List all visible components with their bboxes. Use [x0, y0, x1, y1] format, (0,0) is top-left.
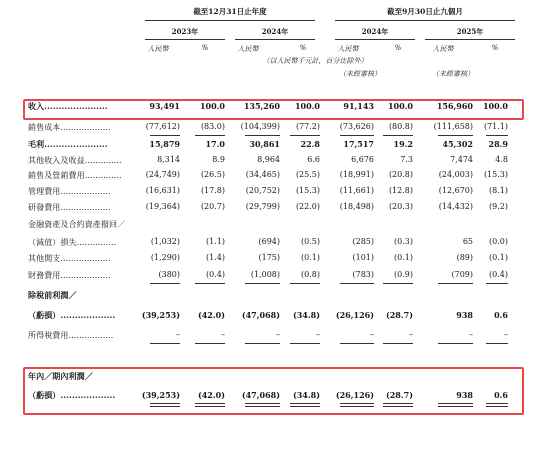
cell-rmb-2025: (89) — [456, 253, 473, 262]
subtotal-rule — [340, 135, 374, 136]
subtotal-rule — [486, 343, 508, 344]
cell-pct-2025: 0.6 — [494, 390, 508, 400]
cell-rmb-2025: (709) — [451, 270, 473, 279]
unit-rmb-2025: 人民幣 — [432, 45, 454, 53]
cell-pct-2024-fy: (0.5) — [301, 237, 320, 246]
row-label-text: 收入 — [28, 101, 45, 111]
cell-rmb-2024-fy: – — [276, 330, 280, 339]
cell-rmb-2025: 938 — [456, 310, 473, 320]
row-label-text: 研發費用 — [28, 203, 61, 212]
cell-rmb-2024-9m: 91,143 — [343, 101, 374, 111]
unit-note: （以人民幣千元計，百分比除外） — [262, 57, 368, 65]
cell-rmb-2024-fy: 135,260 — [243, 101, 280, 111]
cell-pct-2023: (83.0) — [200, 122, 225, 131]
unaudited-note-2024: （未經審核） — [339, 70, 381, 78]
row-label — [28, 170, 136, 181]
unit-pct-2023: % — [201, 44, 209, 52]
cell-rmb-2024-fy: (694) — [258, 237, 280, 246]
cell-rmb-2024-9m: (783) — [352, 270, 374, 279]
table-row — [0, 202, 541, 216]
cell-rmb-2023: (16,631) — [145, 186, 180, 195]
cell-pct-2025: (15.3) — [483, 170, 508, 179]
unit-pct-2025: % — [491, 44, 499, 52]
subtotal-rule — [486, 135, 508, 136]
subtotal-rule — [290, 135, 320, 136]
table-row — [0, 155, 541, 169]
cell-pct-2023: (20.7) — [200, 202, 225, 211]
row-label-leader: ................... — [60, 123, 111, 132]
cell-rmb-2023: – — [176, 330, 180, 339]
row-label — [28, 155, 136, 166]
row-label-text: （減值）損失 — [28, 238, 77, 247]
unit-rmb-2023: 人民幣 — [147, 45, 169, 53]
cell-rmb-2023: (39,253) — [141, 310, 180, 320]
unaudited-note-2025: （未經審核） — [432, 70, 474, 78]
cell-pct-2024-9m: – — [409, 330, 413, 339]
cell-pct-2025: 0.6 — [494, 310, 508, 320]
cell-rmb-2023: (1,290) — [150, 253, 180, 262]
cell-rmb-2024-fy: (47,068) — [241, 390, 280, 400]
cell-pct-2025: (0.1) — [489, 253, 508, 262]
subtotal-rule — [290, 283, 320, 284]
cell-rmb-2024-fy: (47,068) — [241, 310, 280, 320]
row-label-leader: ................... — [60, 254, 111, 263]
cell-rmb-2025: – — [469, 330, 473, 339]
cell-rmb-2024-fy: (1,008) — [250, 270, 280, 279]
period-header-nine-months: 截至9月30日止九個月 — [335, 6, 515, 21]
table-row — [0, 253, 541, 267]
row-label-text: 銷售及營銷費用 — [28, 171, 85, 180]
cell-pct-2024-9m: (0.3) — [394, 237, 413, 246]
row-label-leader: .............. — [84, 156, 122, 165]
row-label-text: 金融資產及合約資產撥回／ — [28, 220, 126, 229]
cell-rmb-2024-9m: (285) — [352, 237, 374, 246]
cell-pct-2023: (0.4) — [206, 270, 225, 279]
cell-pct-2024-fy: 6.6 — [307, 155, 320, 164]
row-label-leader: ................... — [60, 203, 111, 212]
cell-rmb-2024-9m: (26,126) — [335, 390, 374, 400]
cell-pct-2024-fy: (0.8) — [301, 270, 320, 279]
cell-rmb-2025: (24,003) — [438, 170, 473, 179]
subtotal-rule — [383, 135, 413, 136]
cell-pct-2024-9m: (0.9) — [394, 270, 413, 279]
row-label-text: 所得稅費用 — [28, 331, 69, 340]
profit-row-highlight — [23, 367, 524, 415]
table-row — [0, 170, 541, 184]
cell-pct-2025: 28.9 — [488, 139, 508, 149]
cell-pct-2025: (8.1) — [489, 186, 508, 195]
subtotal-rule — [245, 343, 280, 344]
cell-rmb-2024-9m: 6,676 — [351, 155, 374, 164]
cell-rmb-2023: (77,612) — [145, 122, 180, 131]
table-row — [0, 237, 541, 251]
row-label-text: 管理費用 — [28, 187, 61, 196]
row-label — [28, 219, 136, 230]
cell-pct-2023: (26.5) — [200, 170, 225, 179]
cell-rmb-2024-fy: (29,799) — [245, 202, 280, 211]
row-label-text: 除稅前利潤／ — [28, 290, 77, 300]
cell-rmb-2023: (380) — [158, 270, 180, 279]
cell-pct-2023: 100.0 — [199, 101, 225, 111]
unit-rmb-2024-fy: 人民幣 — [237, 45, 259, 53]
cell-rmb-2024-9m: (18,991) — [339, 170, 374, 179]
cell-pct-2023: (1.1) — [206, 237, 225, 246]
row-label — [28, 253, 136, 264]
subtotal-rule — [340, 343, 374, 344]
cell-pct-2024-9m: 7.3 — [400, 155, 413, 164]
year-header-2023: 2023年 — [145, 27, 225, 40]
row-label-text: 財務費用 — [28, 271, 61, 280]
cell-pct-2024-9m: (0.1) — [394, 253, 413, 262]
cell-rmb-2025: (12,670) — [438, 186, 473, 195]
cell-pct-2025: (0.0) — [489, 237, 508, 246]
subtotal-rule — [150, 135, 180, 136]
cell-rmb-2025: 65 — [462, 237, 473, 246]
cell-rmb-2025: 156,960 — [436, 101, 473, 111]
cell-pct-2024-9m: 19.2 — [393, 139, 413, 149]
cell-pct-2023: (1.4) — [206, 253, 225, 262]
cell-rmb-2024-9m: (11,661) — [339, 186, 374, 195]
subtotal-rule — [195, 283, 225, 284]
row-label-text: 年內／期內利潤／ — [28, 371, 93, 381]
row-label-text: 其他收入及收益 — [28, 156, 85, 165]
cell-rmb-2024-fy: 8,964 — [257, 155, 280, 164]
cell-rmb-2024-9m: (26,126) — [335, 310, 374, 320]
cell-rmb-2023: (19,364) — [145, 202, 180, 211]
cell-pct-2024-fy: (0.1) — [301, 253, 320, 262]
row-label — [28, 202, 136, 213]
table-row — [0, 270, 541, 284]
cell-pct-2024-fy: (34.8) — [292, 310, 320, 320]
subtotal-rule — [245, 283, 280, 284]
year-header-2024-9m: 2024年 — [335, 27, 415, 40]
row-label — [28, 290, 136, 301]
cell-pct-2023: 17.0 — [205, 139, 225, 149]
cell-pct-2024-fy: (25.5) — [295, 170, 320, 179]
cell-rmb-2023: (39,253) — [141, 390, 180, 400]
row-label-text: （虧損） — [28, 390, 61, 400]
cell-rmb-2023: (1,032) — [150, 237, 180, 246]
cell-rmb-2024-fy: 30,861 — [249, 139, 280, 149]
cell-pct-2024-fy: (22.0) — [295, 202, 320, 211]
subtotal-rule — [195, 135, 225, 136]
row-label-text: 銷售成本 — [28, 123, 61, 132]
subtotal-rule — [438, 283, 473, 284]
row-label — [28, 270, 136, 281]
subtotal-rule — [383, 283, 413, 284]
row-label-leader: ................... — [60, 390, 116, 400]
cell-rmb-2024-9m: 17,517 — [343, 139, 374, 149]
cell-rmb-2025: 938 — [456, 390, 473, 400]
row-label-leader: ................. — [68, 331, 114, 340]
cell-pct-2024-9m: (12.8) — [388, 186, 413, 195]
cell-pct-2025: (71.1) — [483, 122, 508, 131]
row-label — [28, 122, 136, 133]
period-header-fiscal-year: 截至12月31日止年度 — [145, 6, 315, 21]
cell-pct-2024-9m: 100.0 — [387, 101, 413, 111]
row-label — [28, 310, 136, 321]
cell-rmb-2023: 15,879 — [149, 139, 180, 149]
cell-rmb-2024-fy: (104,399) — [240, 122, 280, 131]
cell-pct-2024-9m: (28.7) — [385, 390, 413, 400]
row-label-text: （虧損） — [28, 310, 61, 320]
cell-rmb-2024-fy: (20,752) — [245, 186, 280, 195]
row-label-leader: ................... — [60, 187, 111, 196]
cell-pct-2024-fy: (77.2) — [295, 122, 320, 131]
cell-rmb-2024-fy: (34,465) — [245, 170, 280, 179]
cell-pct-2024-fy: (15.3) — [295, 186, 320, 195]
table-row — [0, 310, 541, 324]
revenue-row-highlight — [23, 99, 524, 120]
cell-rmb-2023: 93,491 — [149, 101, 180, 111]
table-row — [0, 186, 541, 200]
cell-pct-2025: (9.2) — [489, 202, 508, 211]
table-row — [0, 330, 541, 344]
cell-rmb-2024-9m: (73,626) — [339, 122, 374, 131]
cell-pct-2024-9m: (80.8) — [388, 122, 413, 131]
cell-rmb-2024-9m: (101) — [352, 253, 374, 262]
cell-pct-2023: (42.0) — [197, 310, 225, 320]
cell-pct-2025: – — [504, 330, 508, 339]
row-label — [28, 330, 136, 341]
subtotal-rule — [245, 135, 280, 136]
cell-pct-2023: (17.8) — [200, 186, 225, 195]
row-label-text: 毛利 — [28, 139, 45, 149]
row-label — [28, 237, 136, 248]
row-label-leader: .............. — [84, 171, 122, 180]
row-label-leader: ................... — [60, 310, 116, 320]
cell-rmb-2025: (111,658) — [433, 122, 473, 131]
cell-pct-2023: 8.9 — [212, 155, 225, 164]
cell-rmb-2025: (14,432) — [438, 202, 473, 211]
cell-pct-2024-9m: (20.3) — [388, 202, 413, 211]
row-label-leader: ...................... — [44, 101, 108, 111]
cell-pct-2024-9m: (28.7) — [385, 310, 413, 320]
row-label-text: 其他開支 — [28, 254, 61, 263]
cell-pct-2024-fy: (34.8) — [292, 390, 320, 400]
unit-pct-2024-fy: % — [299, 44, 307, 52]
cell-pct-2025: 4.8 — [495, 155, 508, 164]
cell-pct-2025: 100.0 — [482, 101, 508, 111]
subtotal-rule — [438, 343, 473, 344]
cell-rmb-2023: 8,314 — [157, 155, 180, 164]
row-label-leader: ............... — [76, 238, 117, 247]
table-row — [0, 139, 541, 153]
table-row — [0, 219, 541, 233]
row-label-leader: ................... — [60, 271, 111, 280]
cell-rmb-2023: (24,749) — [145, 170, 180, 179]
subtotal-rule — [383, 343, 413, 344]
subtotal-rule — [290, 343, 320, 344]
row-label-leader: ...................... — [44, 139, 108, 149]
cell-pct-2023: – — [221, 330, 225, 339]
cell-pct-2024-fy: – — [316, 330, 320, 339]
cell-rmb-2024-9m: – — [370, 330, 374, 339]
subtotal-rule — [150, 283, 180, 284]
table-row — [0, 122, 541, 136]
row-label — [28, 139, 136, 150]
unit-rmb-2024-9m: 人民幣 — [337, 45, 359, 53]
row-label — [28, 186, 136, 197]
cell-rmb-2024-9m: (18,498) — [339, 202, 374, 211]
cell-rmb-2025: 45,302 — [442, 139, 473, 149]
cell-rmb-2025: 7,474 — [450, 155, 473, 164]
cell-pct-2024-fy: 100.0 — [294, 101, 320, 111]
year-header-2025: 2025年 — [425, 27, 515, 40]
subtotal-rule — [486, 283, 508, 284]
cell-pct-2025: (0.4) — [489, 270, 508, 279]
table-row — [0, 290, 541, 304]
subtotal-rule — [438, 135, 473, 136]
subtotal-rule — [195, 343, 225, 344]
year-header-2024-fy: 2024年 — [235, 27, 315, 40]
subtotal-rule — [150, 343, 180, 344]
unit-pct-2024-9m: % — [394, 44, 402, 52]
cell-pct-2023: (42.0) — [197, 390, 225, 400]
cell-pct-2024-9m: (20.8) — [388, 170, 413, 179]
subtotal-rule — [340, 283, 374, 284]
cell-pct-2024-fy: 22.8 — [300, 139, 320, 149]
cell-rmb-2024-fy: (175) — [258, 253, 280, 262]
